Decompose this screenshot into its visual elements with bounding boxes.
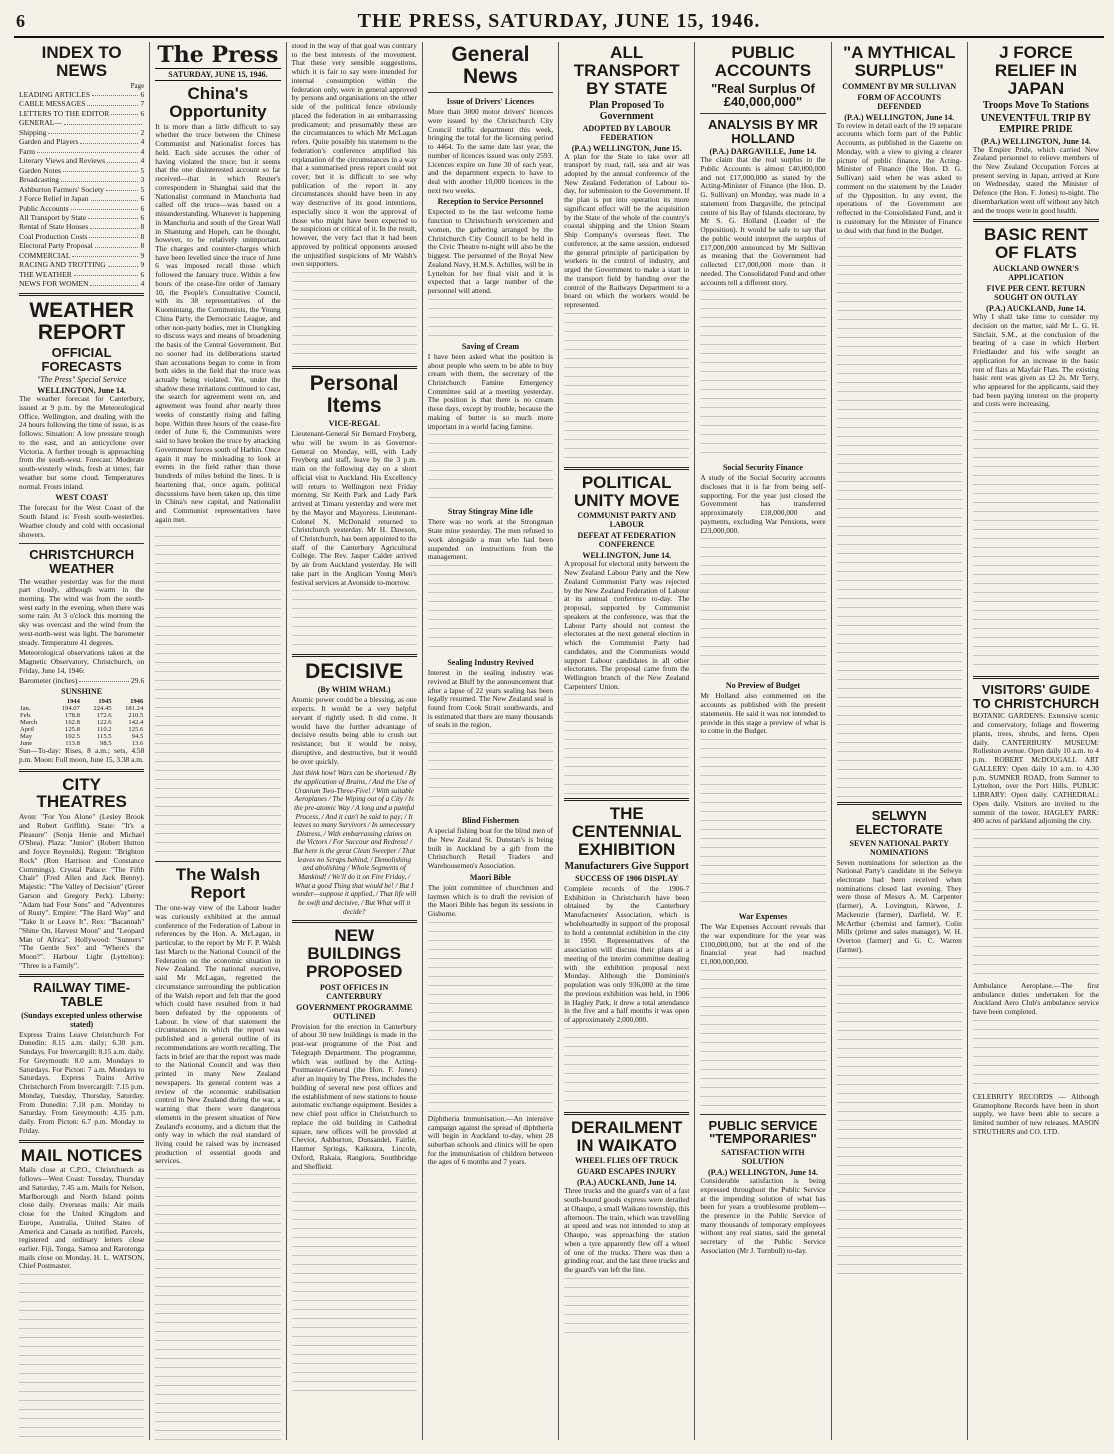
accounts-dateline: (P.A.) DARGAVILLE, June 14. [709, 147, 817, 157]
sunshine-cell: 162.8 [65, 719, 80, 727]
index-item-page: 7 [140, 99, 145, 109]
forecasts-heading: OFFICIAL FORECASTS [41, 344, 122, 374]
index-item-label: THE WEATHER [19, 269, 72, 279]
sunshine-cell: 113.8 [65, 740, 80, 748]
accounts-text: The claim that the real surplus in the Public Accounts is almost £40,000,000 and not £17,000,000 as stated by the Acting-Minister of Finance (the Hon. D. G. Sullivan) on Monday, was made in a statement from Dargaville, the principal centre of his Bay of Islands electorate, by Mr S. G. Holland (Leader of the Opposition). It would be safe to say that the public would interpret the surplus of £17,000,000 announced by Mr Sullivan as meaning that the Government had collected £17,000,000 more than it needed. The Consolidated Fund and other accounts tell a different story. [700, 155, 826, 287]
general-text4: There was no work at the Strongman State mine yesterday. The men refused to work alongside a man who had been suspended on instructions from the management. [427, 517, 554, 562]
index-item [19, 175, 144, 184]
buildings-heading: NEW BUILDINGS PROPOSED [305, 926, 403, 981]
index-item-page: 6 [140, 194, 145, 204]
index-item-page: 4 [140, 146, 145, 156]
sunshine-cell: 98.5 [100, 740, 112, 748]
index-list [19, 90, 144, 289]
index-item-label: LEADING ARTICLES [19, 89, 91, 99]
sunshine-cell: 125.6 [128, 726, 144, 734]
index-item-label: Shipping [19, 127, 47, 137]
selwyn-text: Seven nominations for selection as the National Party's candidate in the Selwyn electorate had been received when nominations closed last evening. They were those of Messrs A. M. Carpenter (farmer), A. Lovington, Kirwee, J. Mackenzie (farmer), Darfield, W. F. McArthur (chemist and farmer), Colin Mills (printer and sales manager), W. H. Overton (farmer) and G. C. Warren (farmer). [836, 857, 962, 954]
transport-sub1: Plan Proposed To Government [589, 99, 665, 122]
index-item-page: 6 [140, 108, 145, 118]
general-heading: General News [451, 43, 530, 89]
exhibition-text: Complete records of the 1906-7 Exhibition in Christchurch have been obtained by the Canterbury Manufacturers' Association, which is wholeheartedly in support of the proposal to hold a centennial exhibition in the city in 1950. Representatives of the association will discuss their plans at a meeting of the interim committee dealing with the exhibition proposal next Monday. Although the Dominion's population was only 936,000 at the time the previous exhibition was held, in 1906 in Hagley Park, it drew a total attendance in the five and a half months it was open of approximately 2,000,000. [564, 883, 690, 1024]
transport-sub2: ADOPTED BY LABOUR FEDERATION [582, 123, 671, 142]
general-text1: More than 3000 motor drivers' licences were issued by the Christchurch City Council traffic department this week, bringing the total for the licensing period to 4464. To the same date last year, the number of licences issued was only 2593. Licences expire on June 30 of each year, and the department expects to have to deal with another 10,000 licences in the next two weeks. [427, 107, 554, 195]
walsh-heading: The Walsh Report [175, 865, 261, 903]
sunshine-cell: 102.5 [65, 733, 80, 741]
index-item-page: 4 [140, 279, 145, 289]
derailment-heading: DERAILMENT IN WAIKATO [570, 1117, 683, 1155]
press-logo: The Press [157, 42, 279, 68]
index-item-label: COMMERCIAL [19, 250, 71, 260]
transport-dateline: (P.A.) WELLINGTON, June 15. [571, 143, 682, 153]
sunshine-cell: 172.6 [96, 712, 112, 720]
mythical-sub2: FORM OF ACCOUNTS DEFENDED [857, 92, 942, 111]
sunshine-cell: 224.45 [93, 705, 112, 713]
general-text2: Expected to be the last welcome home function to Christchurch servicemen and women, the gathering arranged by the Christchurch City Council to be held in the Civic Theatre to-night will also be the biggest. The personnel of the Royal New Zealand Navy, H.M.S. Achilles, will be in Lyttelton for her final visit and it is expected that a large number of the personnel will attend. [427, 207, 554, 296]
index-item-label: Electoral Party Proposal [19, 241, 93, 251]
railway-sub: (Sundays excepted unless otherwise stated) [21, 1010, 143, 1029]
index-item-page: 6 [140, 269, 145, 279]
index-item [19, 166, 144, 175]
accounts-text5: The War Expenses Account reveals that the war expenditure for the year was £100,000,000, but at the end of the financial year had reached £1,000,000,000. [700, 922, 826, 967]
column-6 [695, 42, 831, 1440]
sunshine-cell: March [20, 719, 38, 727]
index-item-page: 6 [140, 89, 145, 99]
personal-sub: VICE-REGAL [328, 419, 380, 429]
column-2 [150, 42, 286, 1440]
index-item-label: Garden Notes [19, 165, 61, 175]
sunshine-heading: SUNSHINE [61, 687, 103, 697]
index-item-page: 6 [140, 212, 145, 222]
index-item [19, 222, 144, 231]
weather-dateline: WELLINGTON, June 14. [37, 386, 127, 396]
barometer-label: Barometer (inches) [19, 675, 78, 685]
decisive-heading: DECISIVE [305, 660, 404, 684]
index-item-page: 9 [140, 260, 145, 270]
general-sub1: Issue of Drivers' Licences [446, 97, 535, 107]
page-number: 6 [16, 11, 25, 31]
index-item-label: Ashburton Farmers' Society [19, 184, 104, 194]
index-item [19, 185, 144, 194]
selwyn-heading: SELWYN ELECTORATE [855, 808, 943, 837]
exhibition-heading: THE CENTENNIAL EXHIBITION [571, 804, 682, 860]
rent-dateline: (P.A.) AUCKLAND, June 14. [986, 304, 1086, 314]
sunshine-cell: 210.5 [128, 712, 144, 720]
sunshine-cell: 13.6 [131, 740, 144, 748]
sunshine-cell: Jan. [20, 705, 31, 713]
derailment-text: Three trucks and the guard's van of a fast south-bound goods express were derailed at Ohaupo, a small Waikato township, this afternoon. The train, which was travelling at speed and was not intended to stop at Ohaupo, was approaching the station when a tyre apparently flew off a wheel of one of the trucks. There was then a grinding roar, and the last three trucks and the guard's van left the line. [564, 1186, 690, 1275]
mail-heading: MAIL NOTICES [20, 1145, 143, 1165]
index-item-page: 8 [140, 222, 145, 232]
sunshine-cell: 115.5 [96, 733, 112, 741]
sunshine-row [19, 705, 144, 712]
index-item-label: Rental of State Houses [19, 222, 89, 232]
newspaper-page [14, 10, 1104, 1444]
accounts-text3: A study of the Social Security accounts discloses that it is far from being self-supporting. For the year just closed the Government has transferred approximately £18,000,000 and payments, excluding War Pensions, were £23,000,000. [700, 473, 826, 535]
sunshine-cell: 181.24 [125, 705, 144, 713]
col3-continued-text: stood in the way of that goal was contrary to the best interests of the movement. That these very sensible suggestions, which it is fair to say were intended for internal consumption within the federation only, were in general approved by persons and organisations on the other side of the political fence obviously placed the federation in an embarrassing predicament; and presumably these are the circumstances to which Mr McLagan refers. Quite possibly his statement to the federation's conference amplified his explanation of the circumstances in a way that a summarised press report could not cover; but it is difficult to see why publication of the report in any circumstances should have been in any way destructive of its good intentions, especially since it won the approval of those who might have been expected to be suspicious or critical of it. In the result, however, the very fact that it had been approved by political opponents aroused the unjustified suspicions of Mr Walsh's own supporters. [291, 42, 417, 269]
index-item [19, 241, 144, 250]
index-item-label: RACING AND TROTTING [19, 260, 106, 270]
buildings-sub1: POST OFFICES IN CANTERBURY [320, 982, 389, 1001]
sunshine-cell: 142.4 [128, 719, 144, 727]
selwyn-sub: SEVEN NATIONAL PARTY NOMINATIONS [849, 838, 949, 857]
decisive-intro: Atomic power could be a blessing, as one expects. It would be a very helpful servant if rightly used. It did come. It would have the further advantage of decisive results being able to crush out resistance; but it would be noisy, disruptive, and destructive, but it would be over quickly. [291, 695, 417, 766]
accounts-sub1: "Real Surplus Of £40,000,000" [711, 80, 815, 110]
index-item-label: Public Accounts [19, 203, 69, 213]
sun-notes: Sun—To-day: Rises, 8 a.m.; sets, 4.58 p.m. Moon: Full moon, June 15, 3.38 a.m. [19, 746, 145, 764]
sunshine-header: 1945 [98, 698, 112, 706]
celebrity-text: CELEBRITY RECORDS — Although Gramophone Records have been in short supply, we have been able to secure a limited number of new releases. MASON STRUTHERS and CO. LTD. [972, 1091, 1099, 1136]
general-sub5: Sealing Industry Revived [447, 658, 534, 668]
general-text3: I have been asked what the position is about people who seem to be able to buy cream with them, the secretary of the Christchurch Famine Emergency Committee said at a meeting yesterday. The position is that there is no cream these days, except by trouble, because the making of butter is so much more important in a world facing famine. [427, 351, 554, 431]
public-service-heading: PUBLIC SERVICE "TEMPORARIES" [708, 1117, 818, 1147]
index-item-label: Farm [19, 146, 36, 156]
index-item [19, 279, 144, 288]
general-sub6: Blind Fishermen [461, 816, 519, 826]
derailment-sub2: GUARD ESCAPES INJURY [577, 1167, 677, 1177]
sunshine-cell: June [20, 740, 33, 748]
index-item-page: 4 [140, 137, 145, 147]
index-item [19, 137, 144, 146]
column-1 [14, 42, 150, 1440]
column-4 [423, 42, 559, 1440]
sunshine-row [19, 726, 144, 733]
index-item [19, 213, 144, 222]
accounts-sub5: War Expenses [738, 912, 788, 922]
buildings-text: Provision for the erection in Canterbury of about 30 new buildings is made in the post-war programme of the Post and Telegraph Department. The programme, which was outlined by the Acting-Postmaster-General (the Hon. F. Jones) after an inquiry by The Press, includes the building of several new post offices and the establishment of new stations to house automatic exchange equipment. Besides a new chief post office in Christchurch to replace the old building in Cathedral square, new offices will be provided at Cheviot, Ashburton, Dunsandel, Fairlie, Hanmer Springs, Kaikoura, Lincoln, Oxford, Rakaia, Rangiora, Southbridge and Sheffield. [291, 1021, 417, 1171]
rent-text: Why I shall take time to consider my decision on the matter, said Mr L. G. H. Sinclair, S.M., at the conclusion of the hearing of a case in which Herbert Friedlander and his wife sought an application for an increase in the basic rent of flats at Mayfair Flats. The existing basic rent was given as £2 2s. Mr Terry, who appeared for the applicants, said they had been paying interest on the property and costs were increasing. [972, 312, 1099, 409]
barometer-row [19, 676, 144, 685]
jforce-heading: J FORCE RELIEF IN JAPAN [994, 43, 1078, 98]
visitors-text: BOTANIC GARDENS: Extensive scenic and conservatory, foliage and flowering plants, trees, shrubs, and ferns. Open daily. CANTERBURY MUSEUM: Rolleston avenue. Open daily 10 a.m. to 4 p.m. ROBERT McDOUGALL ART GALLERY: Open daily 10 a.m. to 4.30 p.m. SUMNER ROAD, from Sumner to Lyttelton, over the Port Hills. PUBLIC LIBRARY: Open daily. CATHEDRAL: Open daily. Visitors are invited to the summit of the tower. HAGLEY PARK: 400 acres of parkland adjoining the city. [972, 711, 1099, 826]
christchurch-weather-heading: CHRISTCHURCH WEATHER [29, 547, 134, 576]
sunshine-row [19, 712, 144, 719]
general-sub3: Saving of Cream [461, 341, 520, 351]
public-service-dateline: (P.A.) WELLINGTON, June 14. [708, 1168, 818, 1178]
index-item-label: CABLE MESSAGES [19, 99, 86, 109]
index-item-label: Broadcasting [19, 175, 60, 185]
sunshine-header: 1944 [66, 698, 80, 706]
index-item [19, 232, 144, 241]
index-item-label: GENERAL— [19, 118, 63, 128]
barometer-value: 29.6 [130, 675, 145, 685]
index-item-page: 6 [140, 203, 145, 213]
sunshine-cell: 110.2 [96, 726, 112, 734]
index-item-page: 5 [140, 184, 145, 194]
theatres-heading: CITY THEATRES [36, 774, 127, 812]
index-item-page: 2 [140, 127, 145, 137]
unity-sub2: DEFEAT AT FEDERATION CONFERENCE [577, 531, 676, 550]
public-service-text: Considerable satisfaction is being expressed throughout the Public Service at the impending solution of what has been for years a troublesome problem—the presence in the Public Service of many thousands of temporary employees without any real status, said the general secretary of the Public Service Association (Mr J. Turnbull) to-day. [700, 1176, 826, 1255]
sunshine-row [19, 733, 144, 740]
unity-heading: POLITICAL UNITY MOVE [573, 472, 680, 510]
decisive-poem: Just think how! Wars can be shortened / By the application of Brains, / And the Use of Uranium Two-Three-Five! / With suitable Aeroplanes / The Wiping out of a City / Is the pre-atomic Way / A long and a painful Process, / And it can't be said to pay; / It leaves so many Survivors / In unnecessary Distress, / With embarrassing claims on the Victors / For Succour and Redress! / But here is the great Clean Sweeper / That leaves no Scraps behind, / Demolishing and abolishing / Whole Segments of Mankind! / We'll do it on Fire Friday, / What a good Thing that would be! / But I wonder—suppose it applied, / That life will be swift and decisive, / But What will it decide? [291, 769, 417, 916]
sunshine-cell: 125.8 [65, 726, 80, 734]
column-3 [287, 42, 423, 1440]
decisive-byline: (By WHIM WHAM.) [317, 685, 391, 695]
mythical-text: To review in detail each of the 19 separate accounts which form part of the Public Accounts, as published in the Gazette on Monday, with a view to giving a clearer picture of public finance, the Acting-Minister of Finance (the Hon. D. G. Sullivan) said when he was asked to comment on the statement by the Leader of the Opposition. In any event, the operations of the Government are reflected in the Consolidated Fund, and it is customary for the Minister of Finance to deal with that fund in the Budget. [836, 120, 962, 235]
sunshine-cell: May [20, 733, 33, 741]
public-service-sub: SATISFACTION WITH SOLUTION [721, 1148, 805, 1167]
accounts-heading: PUBLIC ACCOUNTS [714, 43, 812, 80]
personal-heading: Personal Items [309, 372, 399, 418]
index-item [19, 194, 144, 203]
general-sub2: Reception to Service Personnel [437, 197, 544, 207]
unity-sub1: COMMUNIST PARTY AND LABOUR [577, 511, 677, 530]
mythical-dateline: (P.A.) WELLINGTON, June 14. [844, 112, 955, 122]
column-5 [559, 42, 695, 1440]
rent-sub1: AUCKLAND OWNER'S APPLICATION [992, 264, 1079, 283]
index-page-label: Page [130, 81, 145, 90]
index-item-label: Garden and Players [19, 137, 79, 147]
index-item-page: 5 [140, 165, 145, 175]
sunshine-table [19, 698, 144, 747]
general-text6: A special fishing boat for the blind men of the New Zealand St. Dunstan's is being built in Auckland by a gift from the Christchurch Retail Traders and Warehousemen's Association. [427, 826, 554, 871]
mythical-sub1: COMMENT BY MR SULLIVAN [842, 81, 957, 91]
jforce-dateline: (P.A.) WELLINGTON, June 14. [980, 136, 1091, 146]
general-sub7: Maori Bible [469, 872, 511, 882]
diphtheria-text: Diphtheria Immunisation.—An intensive campaign against the spread of diphtheria will begin in Auckland to-day, when 28 suburban schools and clinics will be open for the immunisation of children between the ages of 6 months and 7 years. [427, 1113, 554, 1167]
rent-heading: BASIC RENT OF FLATS [983, 225, 1088, 263]
index-item-label: J Force Relief in Japan [19, 194, 89, 204]
press-masthead [155, 42, 280, 81]
china-heading: China's Opportunity [169, 84, 267, 121]
index-item [19, 109, 144, 118]
weather-byline: "The Press" Special Service [36, 375, 127, 385]
general-text5: Interest in the sealing industry was revived at Bluff by the announcement that after a lapse of 22 years sealing has been legally resumed. The New Zealand seal is found from Cook Strait southwards, and is estimated that there are many thousands of seals in the region. [427, 668, 554, 730]
accounts-text4: Mr Holland also commented on the accounts as published with the present statements. He said it was not intended to provide in this stage a preview of what is to come in the Budget. [700, 691, 826, 736]
index-item-page: 3 [140, 175, 145, 185]
weather-text: The weather forecast for Canterbury, issued at 9 p.m. by the Meteorological Office, Wellington, and dealing with the 24 hours following the time of issue, is as follows: Situation: A low pressure trough to the east, and an anticyclone over Victoria. A further trough is approaching from the south-west. Forecast: Moderate south-westerly winds, fresh at times; fair weather but some cloud. Temperatures normal. Frosts inland. [19, 394, 145, 491]
index-item [19, 147, 144, 156]
general-text7: The joint committee of churchmen and laymen which is to draft the revision of the Maori Bible has begun its sessions in Gisborne. [427, 882, 554, 919]
index-item-label: All Transport by State [19, 212, 87, 222]
index-item [19, 118, 144, 127]
sunshine-header: 1946 [130, 698, 144, 706]
index-item [19, 204, 144, 213]
column-8 [968, 42, 1104, 1440]
sunshine-cell: 178.8 [65, 712, 80, 720]
index-heading: INDEX TO NEWS [41, 43, 122, 80]
coast-text: The forecast for the West Coast of the South Island is: Fresh south-westerlies. Weather cloudy and cold with occasional showers. [19, 503, 145, 539]
sunshine-cell: April [20, 726, 34, 734]
newspaper-masthead [14, 10, 1104, 38]
index-item-label: Coal Production Costs [19, 231, 88, 241]
press-date: SATURDAY, JUNE 15, 1946. [155, 68, 280, 80]
sunshine-cell: 122.6 [96, 719, 112, 727]
newspaper-title: THE PRESS, SATURDAY, JUNE 15, 1946. [357, 10, 761, 32]
jforce-sub1: Troops Move To Stations [982, 99, 1089, 111]
ambulance-text: Ambulance Aeroplane.—The first ambulance duties undertaken for the Auckland Aero Club's ambulance service have been completed. [972, 981, 1099, 1017]
sunshine-cell: 194.07 [61, 705, 80, 713]
mail-text: Mails close at C.P.O., Christchurch as follows—West Coast: Tuesday, Thursday and Saturday, 7.45 a.m. Mails for Nelson, Marlborough and North Island points close daily. Overseas mails: Air mails close for the United Kingdom and Europe, Australia, United States of America and Canada as notified. Parcels, registered and ordinary letters close earlier. Fiji, Tonga, Samoa and Rarotonga mails close on Monday. H. L. WATSON, Chief Postmaster. [19, 1165, 145, 1271]
index-item-page: 8 [140, 241, 145, 251]
sunshine-cell: Feb. [20, 712, 32, 720]
railway-heading: RAILWAY TIME-TABLE [33, 980, 131, 1010]
observations-heading: Meteorological observations taken at the Magnetic Observatory, Christchurch, on Friday, June 14, 1946: [19, 648, 145, 675]
derailment-sub1: WHEEL FLIES OFF TRUCK [575, 1156, 679, 1166]
index-item [19, 99, 144, 108]
index-item-label: Literary Views and Reviews [19, 156, 106, 166]
mythical-heading: "A MYTHICAL SURPLUS" [843, 43, 956, 80]
china-text: It is more than a little difficult to say whether the truce between the Chinese Communist and Nationalist forces has held. Each side accuses the other of having violated the truce; but it seems that the one disinterested account so far received—that in which Reuter's correspondent in Shanghai said that the Nationalist command in Manchuria had called off the truce—was based on a misunderstanding. Whatever is happening in Manchuria and south of the Great Wall in Shantung and Hopeh, can be thought, however, to be relatively unimportant. The charges and counter-charges which have been levelled since the truce of June 6 was imposed recall those which followed the January truce. Within a few hours of the cease-fire order of January 10, the People's Consultative Council, with its 38 representatives of the Kuomintang, the Communists, the Young China Party, the Democratic League, and other non-party bodies, met in Chungking to discuss ways and means of broadening the basis of the Central Government. But no sooner had its deliberations started than accusations began to come in from both sides in the field that the truce was actually being violated. Yet, under the shadow these irritations continued to cast, the search for agreement went on, and agreement was found after nearly three weeks of constantly rising and falling hope. Within three hours of the cease-fire order of June 6, the Communists were said to have broken the truce by attacking Government forces south of Harbin. Once again it may be misleading to look at events in the field rather than those hundreds of miles behind the lines. It is heartening that, once again, political discussions have been taken up, this time in China's new capital, and Nationalist and Communist representatives have again met. [155, 121, 281, 524]
column-7 [832, 42, 968, 1440]
index-item-page: 4 [140, 156, 145, 166]
unity-dateline: WELLINGTON, June 14. [582, 551, 672, 561]
index-item [19, 270, 144, 279]
index-item-label: LETTERS TO THE EDITOR [19, 108, 110, 118]
transport-heading: ALL TRANSPORT BY STATE [573, 43, 680, 98]
index-item [19, 251, 144, 260]
rent-sub2: FIVE PER CENT. RETURN SOUGHT ON OUTLAY [986, 284, 1086, 303]
jforce-text: The Empire Pride, which carried New Zealand personnel to relieve members of the New Zealand Occupation Forces at present serving in Japan, arrived at Kure on Wednesday, stated the Minister of Defence (the Hon. F. Jones) to-night. The disembarkation went off without any hitch and the troops were in good health. [972, 144, 1099, 215]
index-item-label: NEWS FOR WOMEN [19, 279, 89, 289]
unity-text: A proposal for electoral unity between the New Zealand Labour Party and the New Zealand Communist Party was rejected by the New Zealand Federation of Labour at its annual conference to-day. The proposal, supported by Communist speakers at the conference, was that the Labour Party should not contest the electorates at the next general election in which the Communist Party had candidates, and the Communists would support Labour candidates in all other electorates. The proposal came from the Wellington branch of the New Zealand Carpenters' Union. [564, 559, 690, 691]
weather-heading: WEATHER REPORT [29, 298, 134, 344]
index-item-page: 9 [140, 250, 145, 260]
exhibition-sub1: Manufacturers Give Support [564, 860, 689, 872]
walsh-text: The one-way view of the Labour leader was curiously exhibited at the annual conference of the Federation of Labour in references by the Hon. A. McLagan, in particular, to the report by Mr F. P. Walsh last March to the National Council of the Federation on the economic situation in New Zealand. The national executive, said Mr McLagan, regretted the circumstance surrounding the publication of the Walsh report and felt that the good which could have resulted from it had been defeated by the opponents of Labour. In view of that statement the circumstances in which the report was published and a general outline of its recommendations are worth recalling. The facts in brief are that the report was made to the National Council and was then printed in many New Zealand newspapers. Its general content was a review of the economic stabilisation control in New Zealand during the war, a warning that there were dangerous elements in the present situation of New Zealand's economy, and a dictum that the only way in which the real standard of living could be raised was by increased production of essential goods and services. [155, 903, 281, 1166]
derailment-dateline: (P.A.) AUCKLAND, June 14. [576, 1178, 677, 1188]
personal-text: Lieutenant-General Sir Bernard Freyberg, who will be sworn in as Governor-General on Monday, will, with Lady Freyberg and staff, leave by the 3 p.m. train on the following day on a short official visit to Auckland. His Excellency will return to Wellington next Friday morning. Sir Keith Park and Lady Park arrived at Timaru yesterday and were met by the Mayor and Mayoress. Lieutenant-Colonel N. McDonald returned to Christchurch yesterday. Mr H. Dawson, of Christchurch, has been appointed to the staff of the Canterbury Agricultural College. The Rev. Jasper Calder arrived by air from Auckland yesterday. He will take part in the Anglican Young Men's festival services at Avonside to-morrow. [291, 429, 417, 587]
accounts-sub3: Social Security Finance [722, 463, 803, 473]
index-item [19, 128, 144, 137]
railway-text: Express Trains Leave Christchurch For Dunedin: 8.15 a.m. daily; 6.30 p.m. Sundays. For Invercargill: 8.15 a.m. daily. For Greymouth: 8.0 a.m. Mondays to Saturdays. For Picton: 7 a.m. Mondays to Saturdays. Express Trains Arrive Christchurch From Invercargill: 7.15 p.m. Monday, Tuesday, Thursday, Saturday. From Dunedin: 7.18 p.m. Monday to Saturday. From Greymouth: 4.35 p.m. daily. From Picton: 6.7 p.m. Monday to Friday. [19, 1029, 145, 1135]
visitors-heading: VISITORS' GUIDE TO CHRISTCHURCH [972, 682, 1100, 711]
transport-text: A plan for the State to take over all transport by road, rail, sea and air was adopted by the annual conference of the New Zealand Federation of Labour to-day, for submission to the Government. If the plan is put into operation its more significant effect will be the acquisition by the State of the whole of the country's coastal shipping and the Union Steam Ship Company's overseas fleet. The conference, at the same session, endorsed the general principle of participation by workers in the control of industry, and urged the Government to make a start in the transport field by handing over the control of the Railways Department to a board on which the workers would be represented. [564, 151, 690, 310]
general-sub4: Stray Stingray Mine Idle [447, 507, 533, 517]
buildings-sub2: GOVERNMENT PROGRAMME OUTLINED [296, 1002, 413, 1021]
exhibition-sub2: SUCCESS OF 1906 DISPLAY [575, 873, 679, 883]
theatres-text: Avon: "For You Alone" (Lesley Brook and Robert Griffith). State: "It's a Pleasure" (Sonja Henie and Michael O'Shea). Plaza: "Junior" (Robert Hutton and Joyce Reynolds). Regent: "Brighton Rock" (Ron Harrison and Constance Cummings). Crystal Palace: "The Fifth Chair" (Fred Allen and Jack Benny). Majestic: "The Valley of Decision" (Greer Garson and Gregory Peck). Liberty: "Adam had Four Sons" and "Adventures of Rusty". Empire: "The Hard Way" and "Take It or Leave It". Rex: "Bacannah" "Shine On, Harvest Moon" and "Leopard Man of Africa". Hollywood: "Sunners" "The Gentle Sex" and "Where's the Moon?". Harbour Light (Lyttelton): "Three is a Family". [19, 812, 145, 970]
accounts-sub4: No Preview of Budget [725, 681, 801, 691]
christchurch-weather-text: The weather yesterday was for the most part cloudy, although warm in the morning. The wind was from the south-west early in the evening, when there was some rain. At 3 o'clock this morning the sky was overcast and the wind from the west-north-west was light. The barometer steady. Temperature 41 degrees. [19, 576, 145, 647]
index-item [19, 156, 144, 165]
coast-heading: WEST COAST [55, 493, 108, 503]
index-item [19, 90, 144, 99]
jforce-sub2: UNEVENTFUL TRIP BY EMPIRE PRIDE [980, 112, 1092, 135]
sunshine-row [19, 719, 144, 726]
sunshine-header [19, 698, 49, 705]
sunshine-cell: 94.5 [131, 733, 144, 741]
index-item [19, 260, 144, 269]
index-item-page: 8 [140, 231, 145, 241]
accounts-sub2: ANALYSIS BY MR HOLLAND [708, 116, 818, 146]
